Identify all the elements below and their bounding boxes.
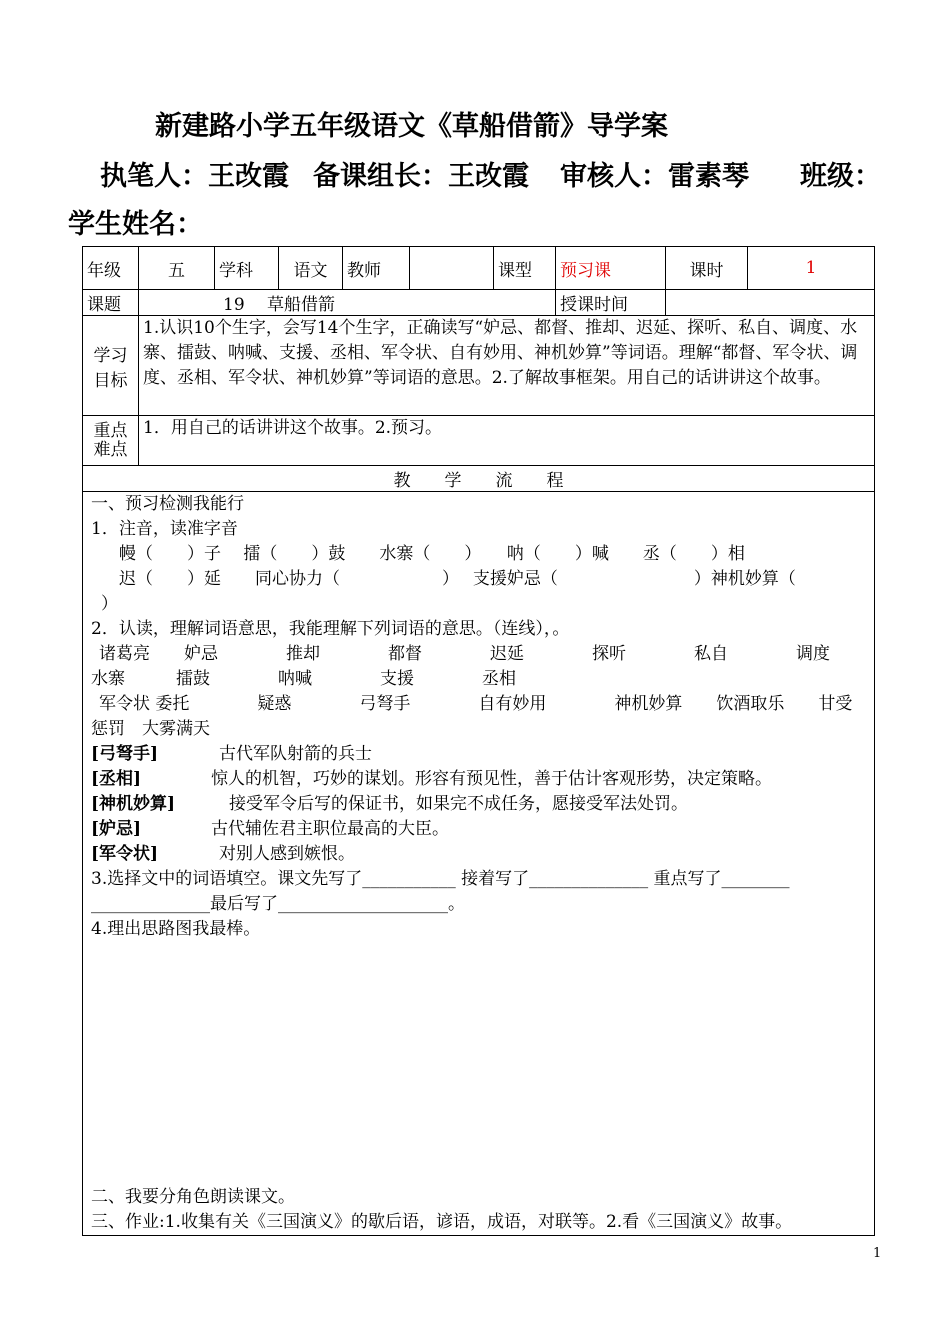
- pinyin-row-3: ）: [101, 594, 118, 614]
- flow-title: 教 学 流 程: [83, 466, 875, 492]
- section-1-heading: 一、预习检测我能行: [91, 494, 244, 514]
- time-label: 授课时间: [556, 290, 666, 316]
- definition-term: [军令状]: [91, 844, 159, 864]
- hours-label: 课时: [666, 247, 748, 290]
- definition-term: [神机妙算]: [91, 794, 176, 814]
- topic-label: 课题: [83, 290, 139, 316]
- subject-label: 学科: [215, 247, 279, 290]
- topic-value: 19 草船借箭: [139, 290, 556, 316]
- lesson-type-label: 课型: [494, 247, 556, 290]
- subject-value: 语文: [279, 247, 343, 290]
- teaching-flow: [83, 492, 875, 1236]
- word-row-3: 军令状 委托 疑惑 弓弩手 自有妙用 神机妙算 饮酒取乐 甘受: [99, 694, 853, 714]
- key-points-text: 1．用自己的话讲讲这个故事。2.预习。: [139, 416, 875, 466]
- definition-term: [妒忌]: [91, 819, 142, 839]
- key-points-label: 重点 难点: [83, 416, 139, 466]
- word-row-2: 水寨 擂鼓 呐喊 支援 丞相: [91, 669, 516, 689]
- group-leader-label: 备课组长：王改霞: [313, 161, 529, 192]
- grade-label: 年级: [83, 247, 139, 290]
- teacher-value: [410, 247, 494, 290]
- definition-text: 接受军令后写的保证书，如果完不成任务，愿接受军法处罚。: [229, 794, 688, 814]
- grade-value: 五: [139, 247, 215, 290]
- task-3-fill-blank: 3.选择文中的词语填空。课文先写了___________ 接着写了______________ 重点写了________: [91, 869, 790, 889]
- definition-text: 古代辅佐君主职位最高的大臣。: [211, 819, 449, 839]
- task-4-heading: 4.理出思路图我最棒。: [91, 919, 261, 939]
- definition-text: 古代军队射箭的兵士: [219, 744, 372, 764]
- hours-value: 1: [748, 247, 875, 290]
- writer-label: 执笔人：王改霞: [100, 161, 289, 192]
- lesson-type-value: 预习课: [556, 247, 666, 290]
- pinyin-row-1: 幔（ ）子 擂（ ）鼓 水寨（ ） 呐（ ）喊 丞（ ）相: [119, 544, 745, 564]
- definition-term: [弓弩手]: [91, 744, 159, 764]
- goals-text: 1.认识10个生字，会写14个生字，正确读写“妒忌、都督、推却、迟延、探听、私自、调度、水寨、擂鼓、呐喊、支援、丞相、军令状、自有妙用、神机妙算”等词语。理解“都督、军令状、调度、丞相、军令状、神机妙算”等词语的意思。2.了解故事框架。用自己的话讲讲这个故事。: [139, 316, 875, 416]
- definition-term: [丞相]: [91, 769, 142, 789]
- word-row-1: 诸葛亮 妒忌 推却 都督 迟延 探听 私自 调度: [99, 644, 830, 664]
- pinyin-row-2: 迟（ ）延 同心协力（ ） 支援妒忌（ ）神机妙算（: [119, 569, 796, 589]
- class-label: 班级：: [800, 161, 881, 192]
- word-row-4: 惩罚 大雾满天: [91, 719, 210, 739]
- section-3-homework: 三、作业:1.收集有关《三国演义》的歇后语，谚语，成语，对联等。2.看《三国演义》故事。: [91, 1212, 793, 1232]
- task-3-fill-blank-cont: ______________最后写了____________________。: [91, 894, 465, 914]
- section-2-heading: 二、我要分角色朗读课文。: [91, 1187, 295, 1207]
- page-title: 新建路小学五年级语文《草船借箭》导学案: [155, 111, 668, 142]
- definition-text: 惊人的机智，巧妙的谋划。形容有预见性，善于估计客观形势，决定策略。: [211, 769, 772, 789]
- goals-label: 学习 目标: [83, 316, 139, 416]
- task-2-heading: 2．认读，理解词语意思，我能理解下列词语的意思。（连线），。: [91, 619, 570, 639]
- definition-text: 对别人感到嫉恨。: [219, 844, 355, 864]
- teacher-label: 教师: [343, 247, 410, 290]
- reviewer-label: 审核人：雷素琴: [560, 161, 749, 192]
- page-number: 1: [873, 1246, 882, 1261]
- time-value: [666, 290, 875, 316]
- lesson-table: [82, 246, 875, 1236]
- student-name-label: 学生姓名：: [68, 209, 203, 240]
- task-1-heading: 1．注音，读准字音: [91, 519, 238, 539]
